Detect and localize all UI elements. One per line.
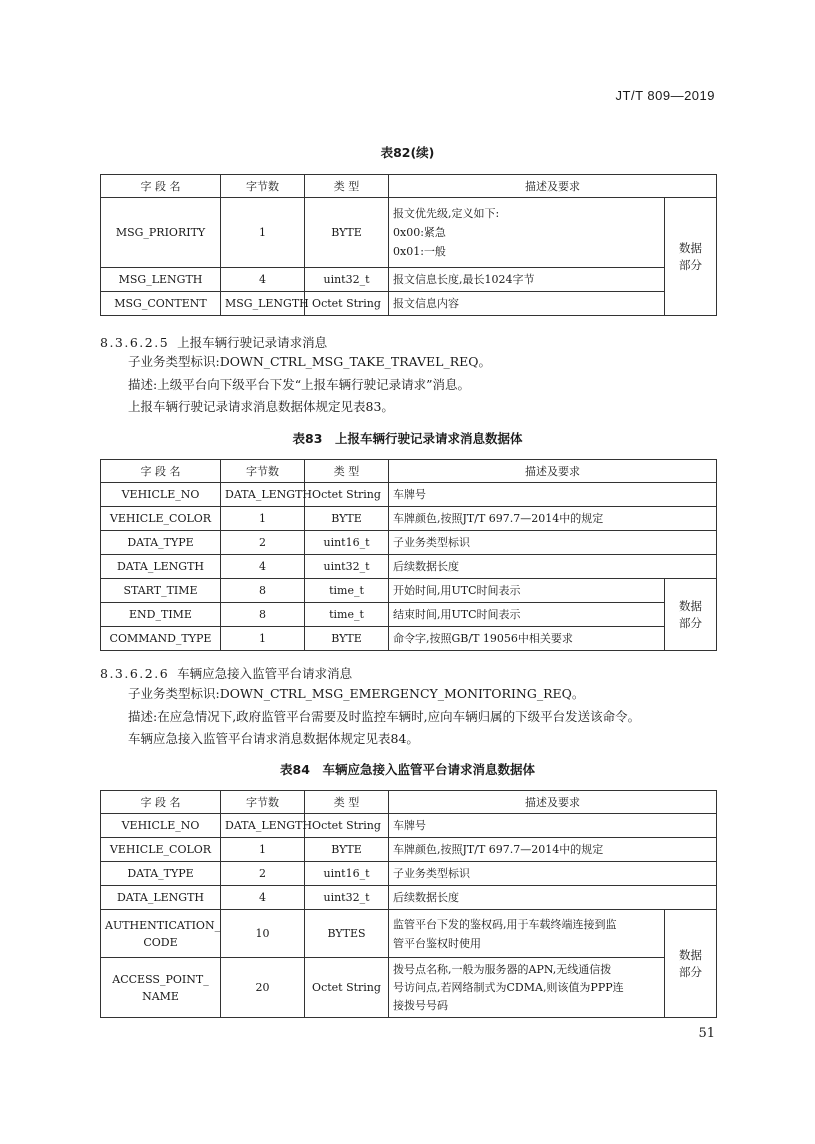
col-header-field: 字 段 名 — [101, 175, 221, 198]
field-name: COMMAND_TYPE — [101, 627, 221, 651]
data-type: BYTE — [305, 198, 389, 268]
data-type: BYTE — [305, 838, 389, 862]
byte-count: 8 — [221, 603, 305, 627]
field-name: MSG_PRIORITY — [101, 198, 221, 268]
col-header-desc: 描述及要求 — [389, 460, 717, 483]
field-name: MSG_LENGTH — [101, 268, 221, 292]
data-type: Octet String — [305, 483, 389, 507]
section-title: 上报车辆行驶记录请求消息 — [177, 335, 328, 350]
table-84 — [100, 790, 717, 1018]
paragraph-table-reference: 上报车辆行驶记录请求消息数据体规定见表83。 — [128, 399, 394, 414]
field-name: VEHICLE_NO — [101, 814, 221, 838]
table-82 — [100, 174, 717, 316]
byte-count: 1 — [221, 838, 305, 862]
description: 子业务类型标识 — [389, 862, 717, 886]
paragraph-description: 描述:上级平台向下级平台下发“上报车辆行驶记录请求”消息。 — [128, 377, 470, 392]
col-header-bytes: 字节数 — [221, 791, 305, 814]
byte-count: 4 — [221, 555, 305, 579]
field-name: MSG_CONTENT — [101, 292, 221, 316]
description-line: 0x01:一般 — [393, 245, 446, 258]
col-header-field: 字 段 名 — [101, 791, 221, 814]
field-name: VEHICLE_NO — [101, 483, 221, 507]
description: 后续数据长度 — [389, 555, 717, 579]
description: 车牌颜色,按照JT/T 697.7—2014中的规定 — [389, 507, 717, 531]
col-header-field: 字 段 名 — [101, 460, 221, 483]
description: 命令字,按照GB/T 19056中相关要求 — [389, 627, 665, 651]
data-type: uint32_t — [305, 886, 389, 910]
standard-header: JT/T 809—2019 — [615, 88, 715, 103]
byte-count: 8 — [221, 579, 305, 603]
byte-count: 1 — [221, 627, 305, 651]
description: 拨号点名称,一般为服务器的APN,无线通信拨 号访问点,若网络制式为CDMA,则该值为PPP连 接拨号号码 — [389, 958, 665, 1018]
byte-count: 2 — [221, 862, 305, 886]
data-type: time_t — [305, 603, 389, 627]
data-type: BYTE — [305, 507, 389, 531]
table-row — [101, 555, 717, 579]
data-type: BYTES — [305, 910, 389, 958]
data-type: Octet String — [305, 814, 389, 838]
field-name: DATA_LENGTH — [101, 886, 221, 910]
byte-count: 20 — [221, 958, 305, 1018]
data-type: Octet String — [305, 292, 389, 316]
table82-caption: 表82(续) — [380, 145, 435, 160]
table83-caption: 表83 上报车辆行驶记录请求消息数据体 — [292, 431, 523, 446]
section-number: 8.3.6.2.6 — [100, 666, 170, 681]
field-name: START_TIME — [101, 579, 221, 603]
data-type: uint32_t — [305, 268, 389, 292]
table84-caption: 表84 车辆应急接入监管平台请求消息数据体 — [280, 762, 535, 777]
byte-count: 1 — [221, 507, 305, 531]
field-name: VEHICLE_COLOR — [101, 838, 221, 862]
col-header-desc: 描述及要求 — [389, 791, 717, 814]
description: 车牌号 — [389, 814, 717, 838]
description: 车牌颜色,按照JT/T 697.7—2014中的规定 — [389, 838, 717, 862]
section-heading — [100, 333, 327, 351]
byte-count: MSG_LENGTH — [221, 292, 305, 316]
byte-count: 4 — [221, 268, 305, 292]
col-header-bytes: 字节数 — [221, 460, 305, 483]
table-row — [101, 886, 717, 910]
byte-count: 2 — [221, 531, 305, 555]
paragraph-subtype-id: 子业务类型标识:DOWN_CTRL_MSG_TAKE_TRAVEL_REQ。 — [128, 354, 492, 369]
table-row — [101, 627, 717, 651]
paragraph-table-reference: 车辆应急接入监管平台请求消息数据体规定见表84。 — [128, 731, 419, 746]
table-row — [101, 958, 717, 1018]
description: 开始时间,用UTC时间表示 — [389, 579, 665, 603]
description: 车牌号 — [389, 483, 717, 507]
col-header-type: 类 型 — [305, 175, 389, 198]
table-row — [101, 603, 717, 627]
data-part-label: 数据 部分 — [665, 198, 717, 316]
col-header-desc: 描述及要求 — [389, 175, 717, 198]
col-header-type: 类 型 — [305, 791, 389, 814]
data-type: uint16_t — [305, 531, 389, 555]
byte-count: DATA_LENGTH — [221, 483, 305, 507]
table-row — [101, 862, 717, 886]
section-number: 8.3.6.2.5 — [100, 335, 170, 350]
table-row — [101, 268, 717, 292]
data-part-label: 数据 部分 — [665, 910, 717, 1018]
description-line: 报文优先级,定义如下: — [393, 207, 500, 220]
page-number: 51 — [698, 1026, 715, 1041]
table-header-row — [101, 791, 717, 814]
description: 报文信息内容 — [389, 292, 665, 316]
description: 报文信息长度,最长1024字节 — [389, 268, 665, 292]
paragraph-subtype-id: 子业务类型标识:DOWN_CTRL_MSG_EMERGENCY_MONITORING_REQ。 — [128, 686, 585, 701]
table-row — [101, 507, 717, 531]
description-line: 0x00:紧急 — [393, 226, 446, 239]
data-type: uint32_t — [305, 555, 389, 579]
field-name: VEHICLE_COLOR — [101, 507, 221, 531]
table-row — [101, 838, 717, 862]
description: 子业务类型标识 — [389, 531, 717, 555]
table-row — [101, 910, 717, 958]
description: 监管平台下发的鉴权码,用于车载终端连接到监 管平台鉴权时使用 — [389, 910, 665, 958]
data-type: BYTE — [305, 627, 389, 651]
section-heading — [100, 664, 352, 682]
col-header-type: 类 型 — [305, 460, 389, 483]
byte-count: DATA_LENGTH — [221, 814, 305, 838]
field-name: DATA_TYPE — [101, 862, 221, 886]
description: 后续数据长度 — [389, 886, 717, 910]
data-type: uint16_t — [305, 862, 389, 886]
col-header-bytes: 字节数 — [221, 175, 305, 198]
table-83 — [100, 459, 717, 651]
field-name: ACCESS_POINT_ NAME — [101, 958, 221, 1018]
data-type: Octet String — [305, 958, 389, 1018]
table-row — [101, 483, 717, 507]
table-row — [101, 579, 717, 603]
description — [389, 198, 665, 268]
description: 结束时间,用UTC时间表示 — [389, 603, 665, 627]
table-header-row — [101, 460, 717, 483]
data-part-label: 数据 部分 — [665, 579, 717, 651]
byte-count: 10 — [221, 910, 305, 958]
field-name: DATA_LENGTH — [101, 555, 221, 579]
table-row — [101, 198, 717, 268]
byte-count: 1 — [221, 198, 305, 268]
field-name: AUTHENTICATION_ CODE — [101, 910, 221, 958]
field-name: DATA_TYPE — [101, 531, 221, 555]
table-header-row — [101, 175, 717, 198]
table-row — [101, 292, 717, 316]
paragraph-description: 描述:在应急情况下,政府监管平台需要及时监控车辆时,应向车辆归属的下级平台发送该命令。 — [128, 709, 641, 724]
section-title: 车辆应急接入监管平台请求消息 — [177, 666, 353, 681]
data-type: time_t — [305, 579, 389, 603]
byte-count: 4 — [221, 886, 305, 910]
table-row — [101, 531, 717, 555]
table-row — [101, 814, 717, 838]
field-name: END_TIME — [101, 603, 221, 627]
